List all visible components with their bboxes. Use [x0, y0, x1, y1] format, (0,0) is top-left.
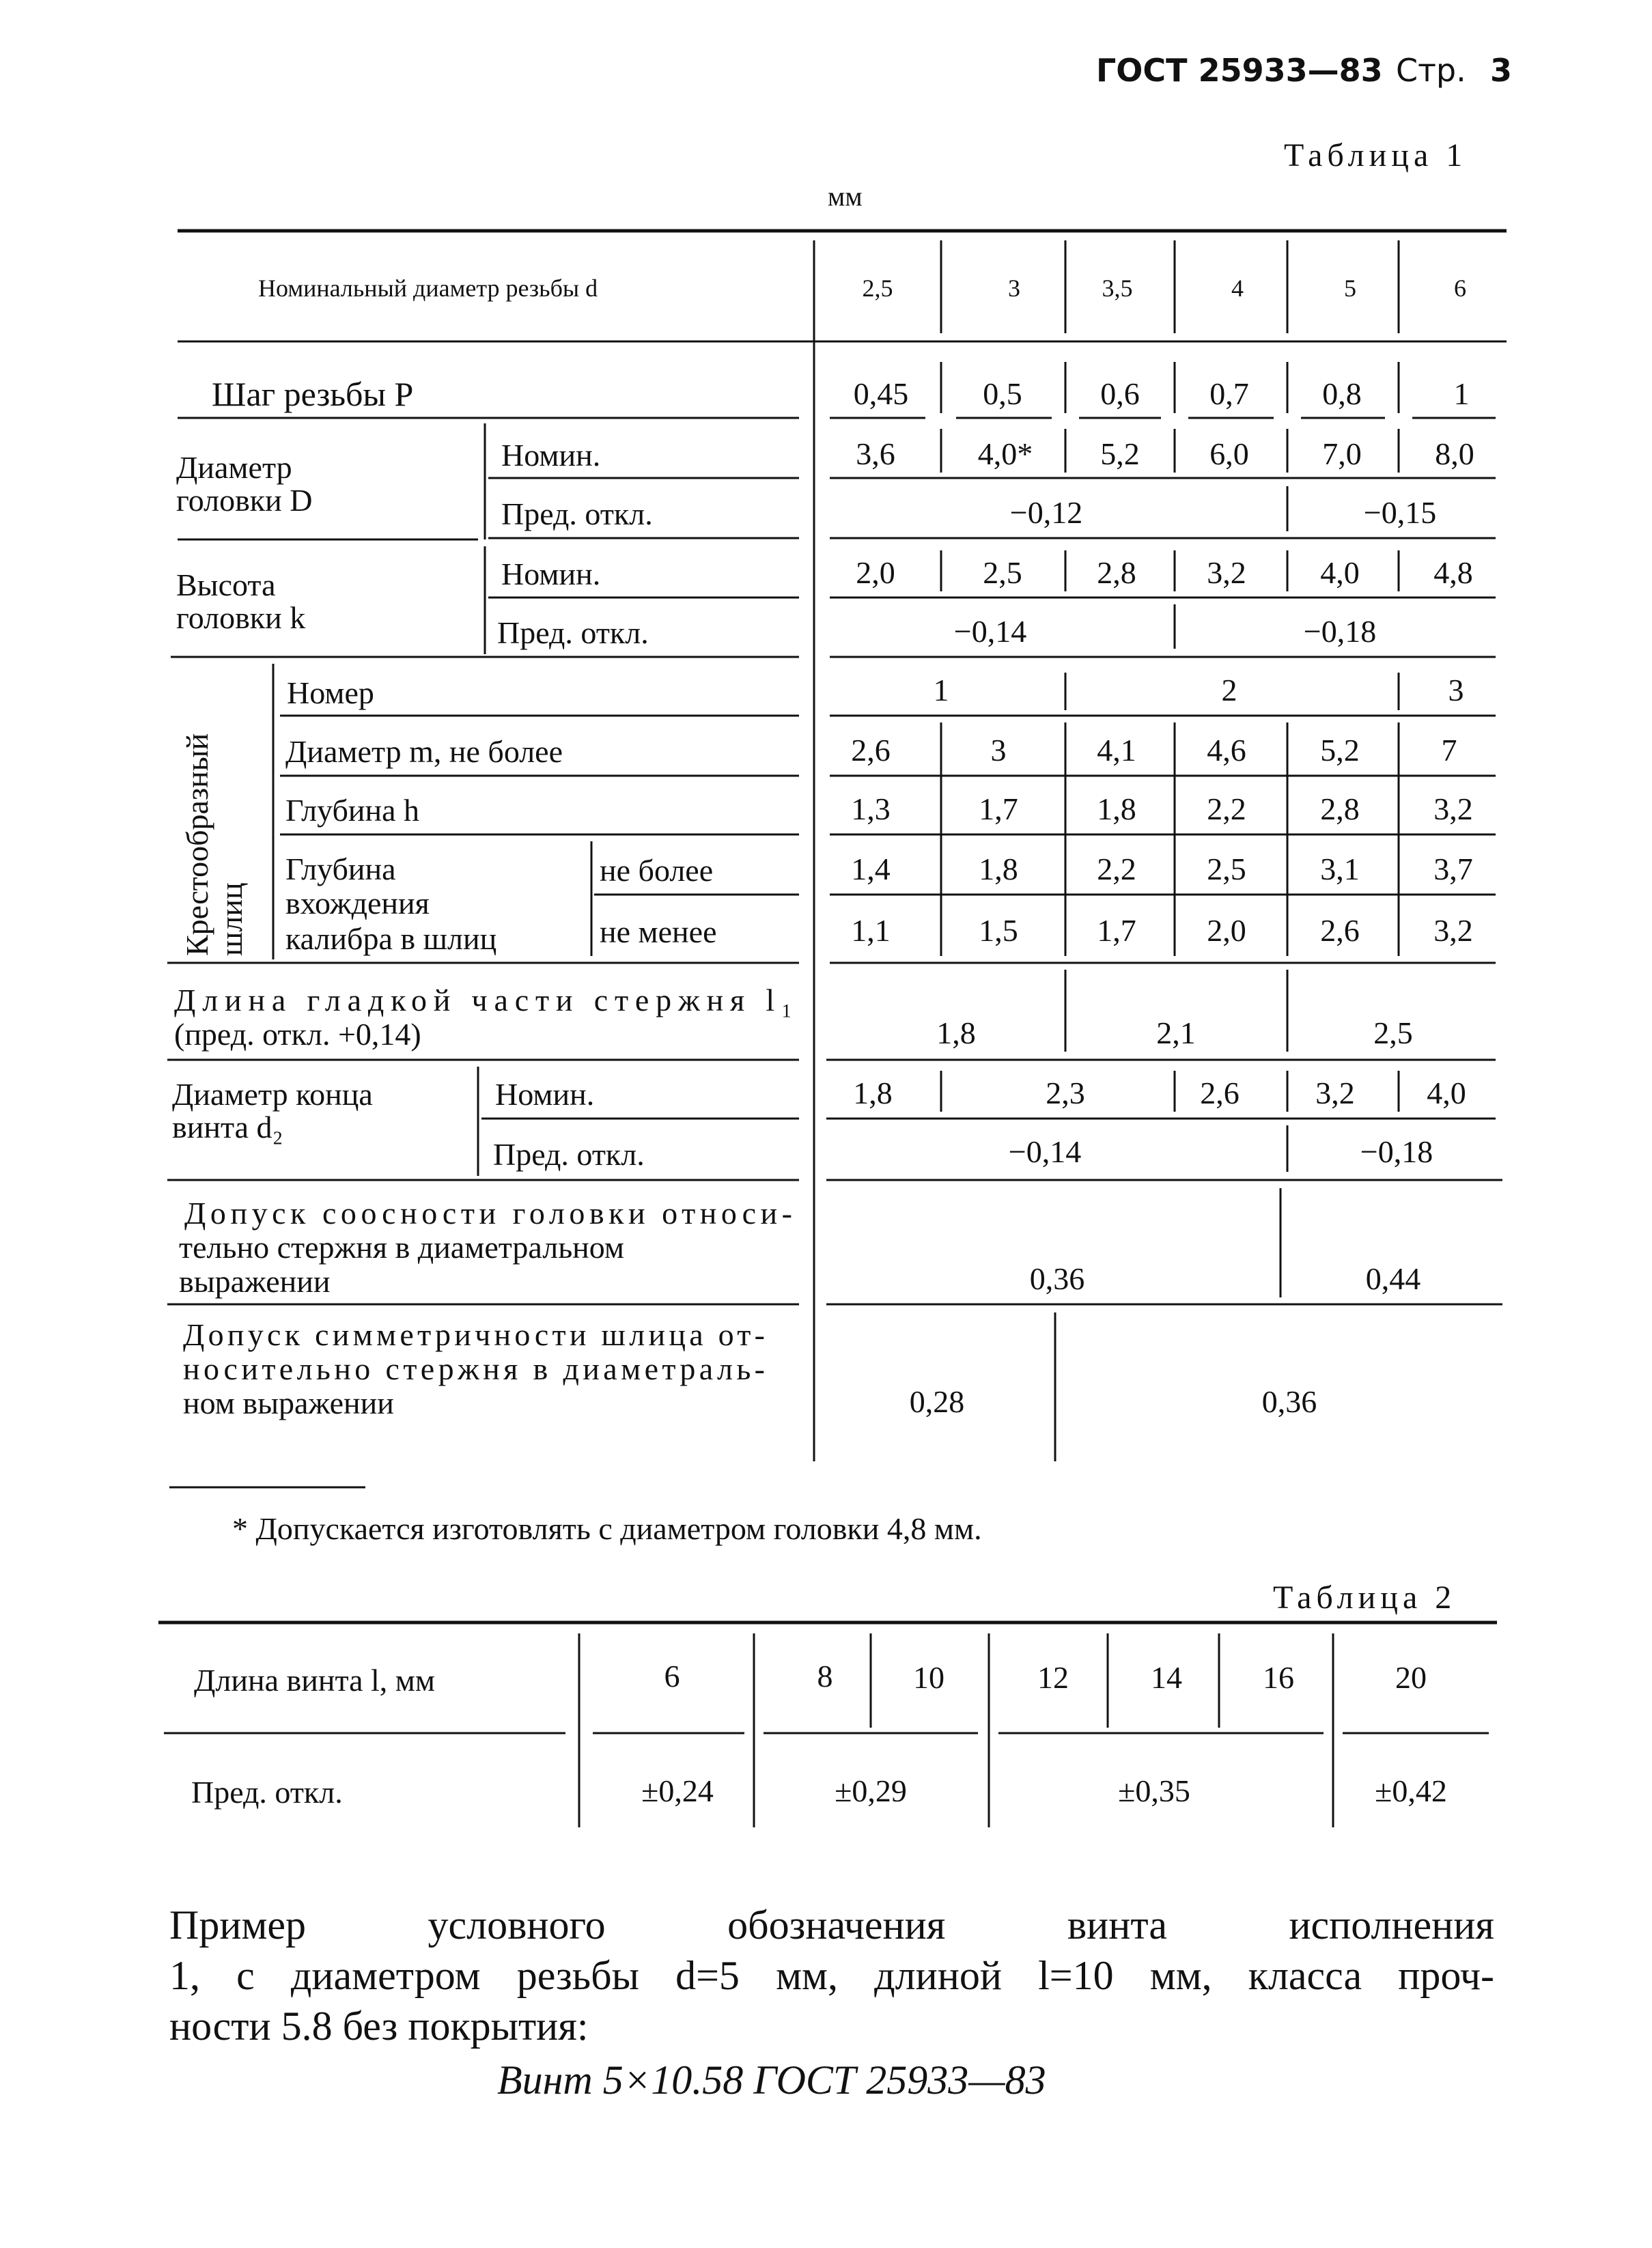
gauge-min-cell: 2,0: [1207, 913, 1246, 948]
slot-m-cell: 4,1: [1097, 733, 1136, 768]
gauge-label: вхождения: [285, 886, 430, 921]
coax-label: тельно стержня в диаметральном: [179, 1230, 625, 1265]
end-diam-cell: 2,6: [1200, 1076, 1240, 1110]
pitch-cell: 0,5: [983, 376, 1022, 411]
tol-cell: ±0,35: [1118, 1773, 1190, 1808]
end-diam-label: Диаметр конца: [172, 1077, 373, 1112]
slot-number-label: Номер: [287, 675, 374, 710]
head-diam-cell: 4,0*: [977, 436, 1033, 471]
gauge-min-cell: 1,7: [1097, 913, 1136, 948]
head-height-tol: −0,14: [953, 614, 1027, 649]
slot-h-cell: 2,8: [1320, 791, 1360, 826]
pitch-cell: 0,45: [853, 376, 909, 411]
head-diam-tol: −0,15: [1363, 495, 1437, 530]
gauge-label: калибра в шлиц: [285, 921, 497, 956]
nom-label: Номин.: [501, 557, 601, 591]
page-number: 3: [1490, 52, 1513, 89]
tol-cell: ±0,24: [641, 1773, 714, 1808]
head-height-cell: 3,2: [1207, 555, 1246, 590]
symmetry-row: [183, 1317, 1317, 1420]
end-diam-label: винта d₂: [172, 1110, 283, 1144]
end-diameter-row: [172, 1076, 1466, 1172]
head-height-cell: 2,0: [856, 555, 895, 590]
gauge-max-cell: 2,2: [1097, 852, 1136, 886]
shank-cell: 1,8: [936, 1015, 976, 1050]
gauge-max-cell: 1,4: [851, 852, 891, 886]
slot-h-cell: 1,8: [1097, 791, 1136, 826]
length-cell: 10: [913, 1660, 944, 1695]
head-height-label: Высота: [176, 567, 276, 602]
end-diam-tol: −0,18: [1360, 1134, 1433, 1169]
nom-label: Номин.: [495, 1077, 595, 1112]
tol-cell: ±0,42: [1375, 1773, 1447, 1808]
diameter-cell: 5: [1344, 275, 1356, 302]
end-diam-cell: 1,8: [853, 1076, 893, 1110]
table1-header-row: [258, 275, 1466, 302]
slot-number-cell: 3: [1448, 673, 1464, 707]
pitch-cell: 1: [1453, 376, 1470, 411]
table2-grid: [158, 1622, 1497, 1827]
head-height-row: [176, 555, 1473, 650]
length-cell: 6: [664, 1659, 680, 1694]
pitch-cell: 0,6: [1100, 376, 1140, 411]
gauge-label: Глубина: [285, 852, 396, 886]
length-cell: 20: [1395, 1660, 1427, 1695]
head-height-cell: 4,0: [1320, 555, 1360, 590]
slot-number-cell: 1: [933, 673, 949, 707]
end-diam-cell: 3,2: [1315, 1076, 1355, 1110]
table2-length-label: Длина винта l, мм: [194, 1663, 436, 1698]
table1-unit: мм: [828, 181, 863, 212]
head-diam-cell: 3,6: [856, 436, 895, 471]
slot-h-cell: 1,3: [851, 791, 891, 826]
sym-label: Допуск симметричности шлица от-: [183, 1317, 765, 1352]
slot-m-cell: 4,6: [1207, 733, 1246, 768]
example-designation: Винт 5×10.58 ГОСТ 25933—83: [497, 2057, 1046, 2103]
head-label: Номинальный диаметр резьбы d: [258, 275, 598, 302]
shank-length-row: [174, 983, 1413, 1052]
tol-label: Пред. откл.: [493, 1137, 645, 1172]
gauge-max-cell: 3,1: [1320, 852, 1360, 886]
gauge-max-label: не более: [600, 853, 714, 888]
diameter-cell: 6: [1454, 275, 1466, 302]
cross-slot-label: шлиц: [214, 882, 249, 956]
gauge-max-cell: 2,5: [1207, 852, 1246, 886]
standard-number: ГОСТ 25933—83: [1096, 52, 1383, 89]
tol-cell: ±0,29: [835, 1773, 907, 1808]
head-height-cell: 2,5: [983, 555, 1022, 590]
slot-h-cell: 2,2: [1207, 791, 1246, 826]
slot-number-cell: 2: [1221, 673, 1237, 707]
table2-tol-label: Пред. откл.: [191, 1775, 343, 1810]
pitch-label: Шаг резьбы P: [212, 375, 414, 413]
gauge-max-cell: 1,8: [979, 852, 1018, 886]
coaxiality-row: [179, 1196, 1420, 1299]
end-diam-tol: −0,14: [1008, 1134, 1082, 1169]
length-cell: 12: [1037, 1660, 1069, 1695]
head-diam-tol: −0,12: [1009, 495, 1083, 530]
table1-footnote: * Допускается изготовлять с диаметром головки 4,8 мм.: [232, 1511, 982, 1546]
pitch-row: [212, 375, 1470, 413]
pitch-cell: 0,7: [1209, 376, 1249, 411]
head-diam-label: головки D: [176, 483, 313, 518]
shank-label: Длина гладкой части стержня l₁: [174, 983, 792, 1017]
head-diam-cell: 5,2: [1100, 436, 1140, 471]
slot-h-cell: 1,7: [979, 791, 1018, 826]
cross-slot-label: Крестообразный: [180, 733, 214, 956]
gauge-min-cell: 2,6: [1320, 913, 1360, 948]
head-diam-cell: 8,0: [1435, 436, 1474, 471]
slot-h-label: Глубина h: [285, 793, 420, 828]
shank-label: (пред. откл. +0,14): [174, 1017, 421, 1052]
example-line: ности 5.8 без покрытия:: [169, 2004, 589, 2049]
sym-label: ном выражении: [183, 1386, 394, 1420]
example-line: Пример условного обозначения винта исполнения: [169, 1902, 1494, 1948]
diameter-cell: 2,5: [862, 275, 893, 302]
table1-caption: Таблица 1: [1284, 137, 1468, 173]
coax-cell: 0,36: [1029, 1261, 1085, 1296]
length-cell: 16: [1263, 1660, 1294, 1695]
slot-m-cell: 3: [990, 733, 1007, 768]
head-height-tol: −0,18: [1303, 614, 1377, 649]
head-height-cell: 2,8: [1097, 555, 1136, 590]
table2-caption: Таблица 2: [1273, 1579, 1457, 1616]
gauge-min-label: не менее: [600, 914, 717, 949]
nom-label: Номин.: [501, 438, 601, 473]
page-label: Стр.: [1396, 52, 1466, 89]
sym-cell: 0,28: [909, 1384, 965, 1419]
diameter-cell: 4: [1231, 275, 1244, 302]
length-cell: 14: [1151, 1660, 1182, 1695]
pitch-cell: 0,8: [1322, 376, 1362, 411]
tol-label: Пред. откл.: [497, 615, 649, 650]
length-cell: 8: [817, 1659, 833, 1694]
diameter-cell: 3,5: [1102, 275, 1133, 302]
diameter-cell: 3: [1008, 275, 1020, 302]
end-diam-cell: 4,0: [1427, 1076, 1466, 1110]
head-diam-label: Диаметр: [176, 450, 292, 485]
head-height-label: головки k: [176, 600, 306, 635]
coax-cell: 0,44: [1365, 1261, 1421, 1296]
coax-label: Допуск соосности головки относи-: [184, 1196, 792, 1231]
slot-m-cell: 5,2: [1320, 733, 1360, 768]
slot-m-cell: 7: [1441, 733, 1457, 768]
head-diameter-row: [176, 436, 1474, 531]
head-height-cell: 4,8: [1433, 555, 1473, 590]
head-diam-cell: 6,0: [1209, 436, 1249, 471]
gauge-max-cell: 3,7: [1433, 852, 1473, 886]
slot-m-label: Диаметр m, не более: [285, 734, 563, 769]
sym-cell: 0,36: [1261, 1384, 1317, 1419]
coax-label: выражении: [179, 1264, 331, 1299]
slot-h-cell: 3,2: [1433, 791, 1473, 826]
tol-label: Пред. откл.: [501, 496, 653, 531]
example-line: 1, с диаметром резьбы d=5 мм, длиной l=10 мм, класса проч-: [169, 1953, 1494, 1998]
shank-cell: 2,5: [1373, 1015, 1413, 1050]
head-diam-cell: 7,0: [1322, 436, 1362, 471]
gauge-min-cell: 3,2: [1433, 913, 1473, 948]
gauge-min-cell: 1,5: [979, 913, 1018, 948]
end-diam-cell: 2,3: [1046, 1076, 1085, 1110]
shank-cell: 2,1: [1156, 1015, 1196, 1050]
gauge-min-cell: 1,1: [851, 913, 891, 948]
sym-label: носительно стержня в диаметраль-: [183, 1351, 765, 1386]
slot-m-cell: 2,6: [851, 733, 891, 768]
